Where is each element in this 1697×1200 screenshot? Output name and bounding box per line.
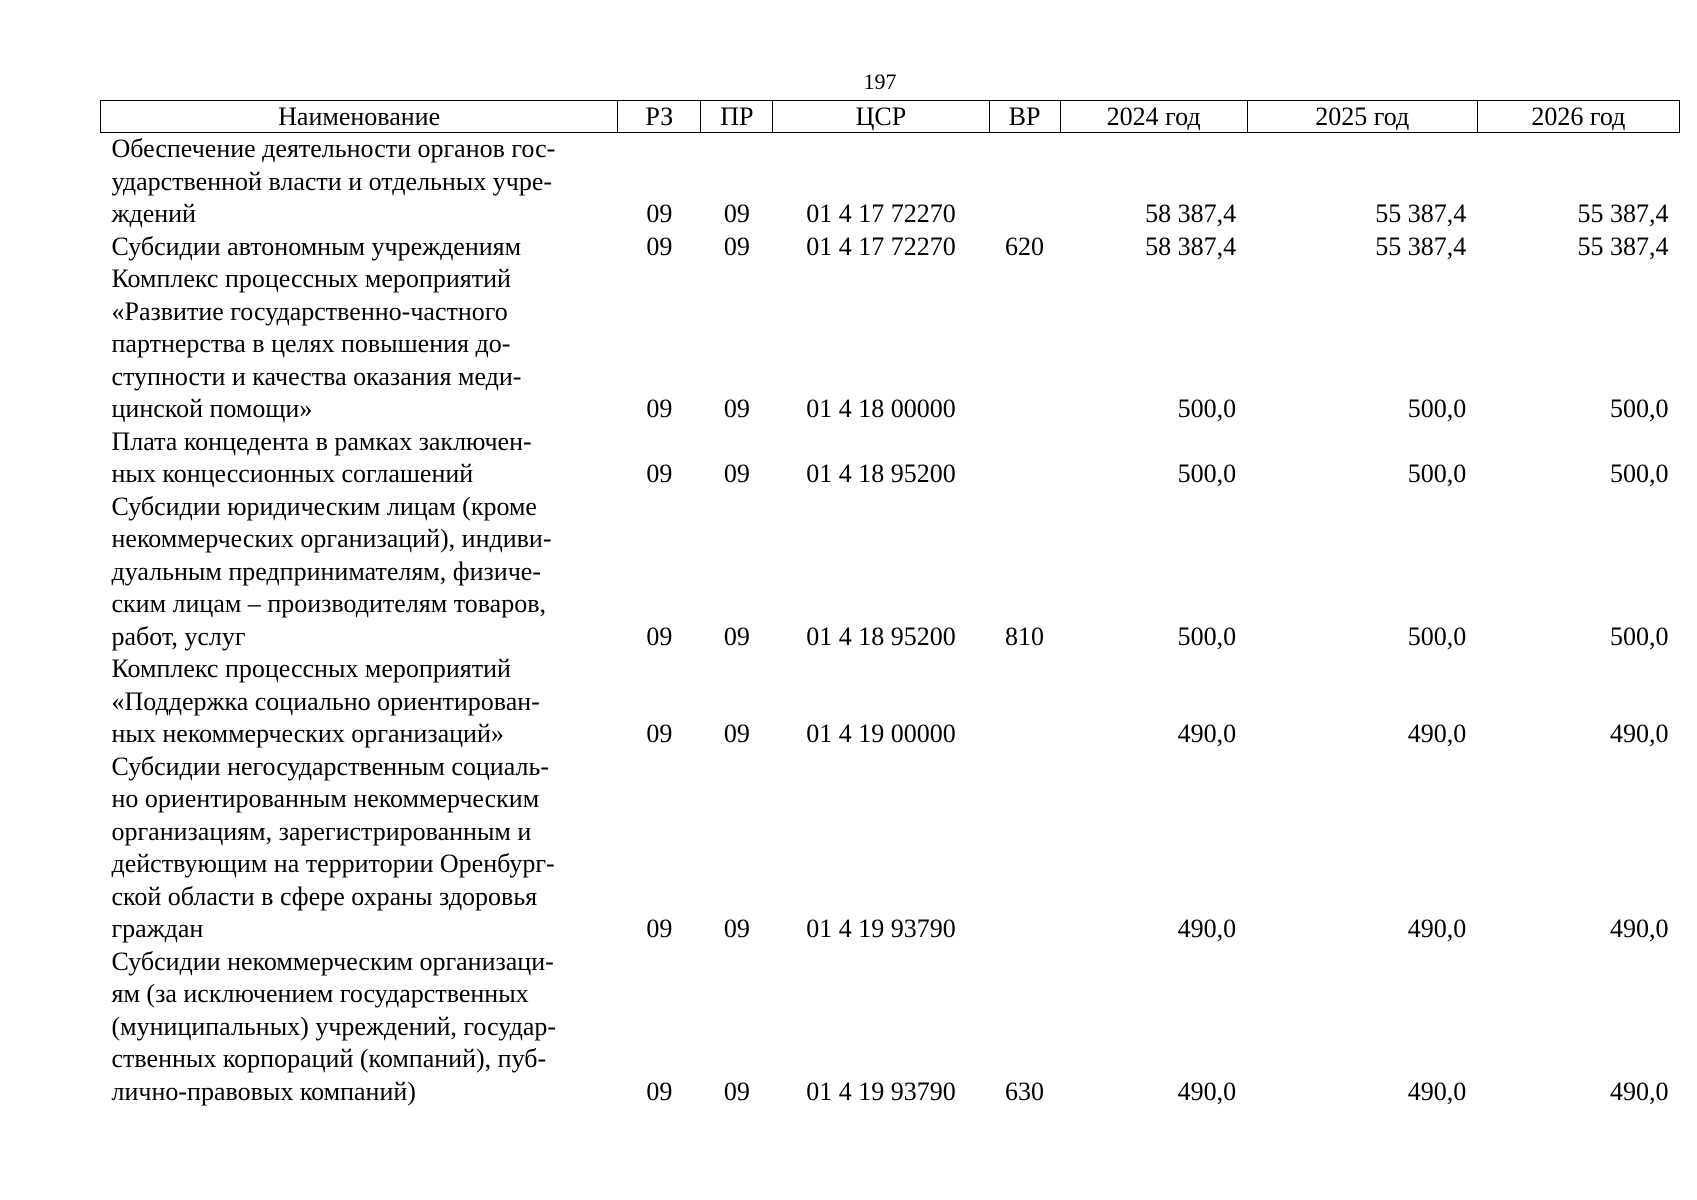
row-csr: 01 4 18 95200 (806, 459, 956, 488)
row-name: Комплекс процессных мероприятий «Поддержка социально ориентирован- ных некоммерческих организаций» (111, 654, 540, 748)
row-vr (989, 751, 1060, 946)
table-row (101, 263, 1680, 426)
table-row (101, 751, 1680, 946)
row-csr: 01 4 17 72270 (806, 231, 956, 261)
row-name: Субсидии некоммерческим организаци- ям (за исключением государственных (муниципальных) учреждений, государ- ственных корпораций (компаний), пуб- лично-правовых компаний) (111, 946, 557, 1106)
row-2024: 490,0 (1177, 1076, 1237, 1106)
row-pr: 09 (723, 719, 750, 748)
table-row (101, 491, 1680, 654)
row-2026: 500,0 (1610, 394, 1669, 423)
row-name: Субсидии негосударственным социаль- но ориентированным некоммерческим организациям, зарегистрированным и действующим на территории Оренбург- ской области в сфере охраны здоровья граждан (111, 751, 555, 943)
row-2024: 500,0 (1177, 621, 1237, 651)
row-2026: 55 387,4 (1577, 231, 1669, 261)
page-number: 197 (863, 69, 897, 94)
row-pr: 09 (723, 1076, 750, 1106)
row-csr: 01 4 19 00000 (806, 719, 956, 748)
row-2024: 58 387,4 (1145, 199, 1237, 228)
row-2025: 500,0 (1407, 621, 1467, 651)
table-body (101, 133, 1680, 1109)
row-2024: 500,0 (1177, 394, 1237, 423)
row-rz: 09 (646, 394, 673, 423)
row-name: Субсидии автономным учреждениям (111, 231, 522, 261)
row-vr (989, 263, 1060, 426)
header-name: Наименование (101, 101, 618, 133)
table-row (101, 133, 1680, 231)
table-row (101, 653, 1680, 751)
row-name: Обеспечение деятельности органов гос- ударственной власти и отдельных учре- ждений (111, 134, 556, 228)
row-rz: 09 (646, 719, 673, 748)
row-vr: 810 (1005, 621, 1045, 651)
table-row (101, 231, 1680, 264)
header-pr: ПР (701, 101, 773, 133)
row-vr (989, 426, 1060, 491)
row-2024: 490,0 (1177, 719, 1237, 748)
row-csr: 01 4 19 93790 (806, 914, 956, 943)
row-2026: 490,0 (1610, 719, 1669, 748)
row-2026: 490,0 (1610, 1076, 1669, 1106)
header-2026: 2026 год (1477, 101, 1679, 133)
header-csr: ЦСР (773, 101, 989, 133)
row-rz: 09 (646, 459, 673, 488)
header-2024: 2024 год (1060, 101, 1247, 133)
row-2024: 490,0 (1177, 914, 1237, 943)
row-name: Плата концедента в рамках заключен- ных концессионных соглашений (111, 426, 532, 488)
row-2026: 490,0 (1610, 914, 1669, 943)
row-2026: 500,0 (1610, 459, 1669, 488)
row-2025: 490,0 (1407, 914, 1467, 943)
table-row (101, 946, 1680, 1109)
row-2025: 500,0 (1407, 459, 1467, 488)
row-name: Комплекс процессных мероприятий «Развитие государственно-частного партнерства в целях повышения до- ступности и качества оказания меди- цинской помощи» (111, 264, 522, 423)
row-2024: 500,0 (1177, 459, 1237, 488)
row-pr: 09 (723, 459, 750, 488)
header-row (101, 101, 1680, 133)
header-rz: РЗ (618, 101, 701, 133)
table-header (101, 101, 1680, 133)
row-2026: 55 387,4 (1577, 199, 1669, 228)
row-csr: 01 4 18 00000 (806, 394, 956, 423)
row-pr: 09 (723, 914, 750, 943)
row-rz: 09 (646, 1076, 673, 1106)
row-csr: 01 4 19 93790 (806, 1076, 956, 1106)
row-pr: 09 (723, 199, 750, 228)
table-row (101, 426, 1680, 491)
budget-table (100, 100, 1680, 1108)
row-2024: 58 387,4 (1145, 231, 1237, 261)
row-vr: 620 (1005, 231, 1045, 261)
row-rz: 09 (646, 199, 673, 228)
row-csr: 01 4 17 72270 (806, 199, 956, 228)
row-vr (989, 133, 1060, 231)
row-2025: 490,0 (1407, 719, 1467, 748)
row-name: Субсидии юридическим лицам (кроме некоммерческих организаций), индиви- дуальным предпринимателям, физиче- ским лицам – производителям товаров, работ, услуг (111, 491, 552, 651)
row-2025: 55 387,4 (1375, 231, 1467, 261)
row-rz: 09 (646, 914, 673, 943)
row-pr: 09 (723, 621, 750, 651)
header-vr: ВР (989, 101, 1060, 133)
row-2025: 500,0 (1407, 394, 1467, 423)
row-vr (989, 653, 1060, 751)
row-vr: 630 (1005, 1076, 1045, 1106)
row-rz: 09 (646, 231, 673, 261)
row-pr: 09 (723, 231, 750, 261)
row-2025: 490,0 (1407, 1076, 1467, 1106)
row-pr: 09 (723, 394, 750, 423)
row-2025: 55 387,4 (1375, 199, 1467, 228)
row-2026: 500,0 (1610, 621, 1669, 651)
row-csr: 01 4 18 95200 (806, 621, 956, 651)
row-rz: 09 (646, 621, 673, 651)
header-2025: 2025 год (1247, 101, 1477, 133)
